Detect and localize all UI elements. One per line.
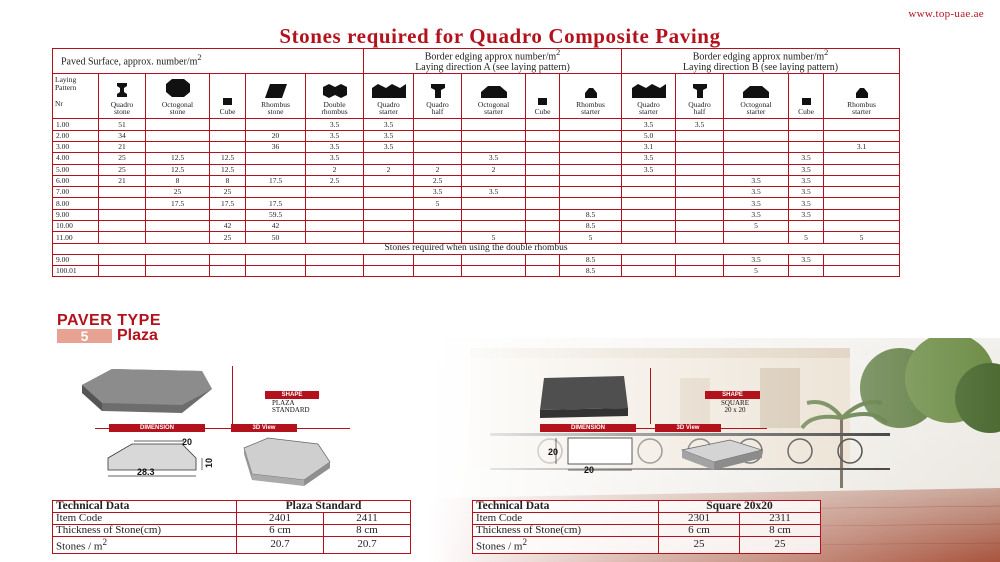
table-cell bbox=[364, 175, 414, 186]
square-shape-name: SQUARE 20 x 20 bbox=[720, 399, 749, 414]
pattern-number: 3.00 bbox=[53, 141, 99, 152]
pattern-number: 11.00 bbox=[53, 232, 99, 243]
table-cell bbox=[676, 175, 724, 186]
double-rhombus-icon bbox=[308, 84, 361, 98]
table-cell bbox=[824, 187, 900, 198]
plaza-dimension-label: DIMENSION bbox=[109, 424, 205, 432]
column-header: Cube bbox=[789, 74, 824, 119]
octagonal-starter-icon bbox=[464, 86, 523, 98]
page-title: Stones required for Quadro Composite Paving bbox=[279, 24, 721, 48]
table-cell: 5 bbox=[560, 232, 622, 243]
table-cell bbox=[622, 209, 676, 220]
column-header: Quadro starter bbox=[622, 74, 676, 119]
table-cell bbox=[789, 119, 824, 130]
table-cell bbox=[246, 254, 306, 265]
table-cell bbox=[724, 164, 789, 175]
table-cell: 3.5 bbox=[789, 198, 824, 209]
quadro-stone-icon bbox=[101, 82, 143, 98]
table-cell: 21 bbox=[99, 141, 146, 152]
table-cell bbox=[560, 175, 622, 186]
table-cell bbox=[824, 209, 900, 220]
table-cell bbox=[622, 221, 676, 232]
rhombus-stone-icon bbox=[248, 84, 303, 98]
table-cell bbox=[824, 119, 900, 130]
table-cell bbox=[824, 266, 900, 277]
column-header: Double rhombus bbox=[306, 74, 364, 119]
column-header: Quadro stone bbox=[99, 74, 146, 119]
table-cell bbox=[824, 175, 900, 186]
table-cell bbox=[724, 141, 789, 152]
pattern-number: 9.00 bbox=[53, 254, 99, 265]
table-cell bbox=[526, 254, 560, 265]
octagonal-stone-icon bbox=[148, 78, 207, 98]
table-cell bbox=[414, 221, 462, 232]
table-cell bbox=[622, 175, 676, 186]
table-cell bbox=[526, 198, 560, 209]
border-a-header: Border edging approx number/$m^2$ Laying direction A (see laying pattern) bbox=[364, 49, 622, 74]
square-shape-label: SHAPE bbox=[705, 391, 760, 399]
table-cell bbox=[99, 187, 146, 198]
table-row bbox=[53, 119, 900, 130]
column-header: Rhombus starter bbox=[560, 74, 622, 119]
table-cell bbox=[622, 187, 676, 198]
paver-type-heading: PAVER TYPE bbox=[57, 312, 161, 329]
table-cell bbox=[676, 130, 724, 141]
table-cell bbox=[526, 266, 560, 277]
table-cell bbox=[622, 232, 676, 243]
table-cell bbox=[789, 130, 824, 141]
table-cell bbox=[526, 164, 560, 175]
table-cell bbox=[364, 209, 414, 220]
square-dim-side: 20 bbox=[548, 447, 559, 457]
table-cell bbox=[526, 187, 560, 198]
table-cell bbox=[676, 187, 724, 198]
table-row bbox=[53, 175, 900, 186]
table-cell bbox=[99, 209, 146, 220]
table-cell: 3.5 bbox=[622, 119, 676, 130]
table-cell: 5 bbox=[462, 232, 526, 243]
tech-header: Technical Data bbox=[473, 501, 659, 513]
table-cell bbox=[724, 119, 789, 130]
plaza-dim-bottom: 28.3 bbox=[137, 467, 155, 477]
table-cell bbox=[99, 198, 146, 209]
table-cell bbox=[824, 130, 900, 141]
column-header: Rhombus starter bbox=[824, 74, 900, 119]
table-cell bbox=[560, 119, 622, 130]
table-cell bbox=[414, 209, 462, 220]
table-cell bbox=[462, 130, 526, 141]
table-cell: 3.1 bbox=[824, 141, 900, 152]
table-cell bbox=[146, 209, 210, 220]
table-cell bbox=[824, 164, 900, 175]
cube-icon bbox=[528, 98, 557, 105]
table-cell bbox=[622, 266, 676, 277]
table-row: Item Code 2401 2411 bbox=[53, 513, 411, 525]
table-cell: 17.5 bbox=[146, 198, 210, 209]
table-row: Item Code 2301 2311 bbox=[473, 513, 821, 525]
table-cell: 3.5 bbox=[462, 153, 526, 164]
table-cell: 5 bbox=[789, 232, 824, 243]
table-cell bbox=[146, 119, 210, 130]
table-cell: 3.5 bbox=[724, 209, 789, 220]
quadro-half-icon bbox=[678, 84, 721, 98]
table-cell: 3.5 bbox=[306, 141, 364, 152]
table-row bbox=[53, 221, 900, 232]
table-cell bbox=[364, 232, 414, 243]
table-cell: 51 bbox=[99, 119, 146, 130]
table-cell bbox=[306, 209, 364, 220]
table-row bbox=[53, 164, 900, 175]
table-cell bbox=[210, 266, 246, 277]
tech-product: Plaza Standard bbox=[237, 501, 411, 513]
laying-pattern-header: Laying Pattern Nr bbox=[53, 74, 99, 119]
table-cell: 2 bbox=[306, 164, 364, 175]
table-cell: 25 bbox=[99, 153, 146, 164]
table-cell bbox=[622, 254, 676, 265]
table-cell bbox=[246, 164, 306, 175]
tech-header: Technical Data bbox=[53, 501, 237, 513]
table-cell: 5 bbox=[724, 221, 789, 232]
plaza-3d-view-drawing bbox=[238, 434, 338, 489]
table-cell bbox=[462, 119, 526, 130]
table-cell bbox=[210, 141, 246, 152]
table-cell: 5.0 bbox=[622, 130, 676, 141]
table-cell: 5 bbox=[724, 266, 789, 277]
table-cell bbox=[306, 198, 364, 209]
cube-icon bbox=[791, 98, 821, 105]
table-cell: 8.5 bbox=[560, 221, 622, 232]
table-row bbox=[53, 141, 900, 152]
square-3d-view-label: 3D View bbox=[655, 424, 721, 432]
column-header: Quadro starter bbox=[364, 74, 414, 119]
table-cell bbox=[246, 119, 306, 130]
table-cell: 3.5 bbox=[789, 175, 824, 186]
table-cell: 3.1 bbox=[622, 141, 676, 152]
table-cell: 3.5 bbox=[789, 209, 824, 220]
column-header: Octogonal stone bbox=[146, 74, 210, 119]
table-cell: 25 bbox=[210, 232, 246, 243]
table-cell bbox=[306, 266, 364, 277]
table-cell bbox=[146, 254, 210, 265]
table-cell bbox=[676, 254, 724, 265]
rhombus-starter-icon bbox=[562, 88, 619, 98]
table-cell bbox=[526, 175, 560, 186]
table-cell bbox=[560, 198, 622, 209]
pattern-number: 1.00 bbox=[53, 119, 99, 130]
table-cell bbox=[414, 130, 462, 141]
table-cell bbox=[824, 254, 900, 265]
table-cell: 3.5 bbox=[789, 153, 824, 164]
square-dim-bottom: 20 bbox=[584, 465, 595, 475]
table-cell: 8.5 bbox=[560, 209, 622, 220]
column-header: Cube bbox=[526, 74, 560, 119]
table-cell: 50 bbox=[246, 232, 306, 243]
table-cell: 2.5 bbox=[414, 175, 462, 186]
table-cell: 59.5 bbox=[246, 209, 306, 220]
quadro-starter-icon bbox=[366, 84, 411, 98]
table-cell bbox=[414, 119, 462, 130]
table-cell: 3.5 bbox=[622, 153, 676, 164]
table-cell bbox=[724, 153, 789, 164]
table-cell: 3.5 bbox=[364, 141, 414, 152]
table-cell: 3.5 bbox=[306, 130, 364, 141]
table-cell bbox=[210, 119, 246, 130]
table-cell bbox=[462, 254, 526, 265]
table-cell bbox=[676, 164, 724, 175]
table-row bbox=[53, 209, 900, 220]
site-url: www.top-uae.ae bbox=[908, 8, 984, 20]
table-cell bbox=[560, 164, 622, 175]
table-cell: 12.5 bbox=[210, 153, 246, 164]
table-cell bbox=[99, 254, 146, 265]
table-cell: 3.5 bbox=[724, 198, 789, 209]
table-cell: 21 bbox=[99, 175, 146, 186]
table-cell bbox=[99, 232, 146, 243]
table-cell bbox=[462, 198, 526, 209]
table-cell bbox=[526, 119, 560, 130]
table-cell bbox=[526, 221, 560, 232]
table-cell: 2 bbox=[462, 164, 526, 175]
table-cell bbox=[306, 254, 364, 265]
table-cell bbox=[462, 175, 526, 186]
tech-data-plaza bbox=[52, 500, 411, 554]
column-header: Quadro half bbox=[414, 74, 462, 119]
table-cell bbox=[99, 221, 146, 232]
pattern-number: 4.00 bbox=[53, 153, 99, 164]
table-cell: 2.5 bbox=[306, 175, 364, 186]
tech-data-square bbox=[472, 500, 821, 554]
table-cell bbox=[526, 153, 560, 164]
table-cell bbox=[146, 221, 210, 232]
paved-surface-header: Paved Surface, approx. number/$m^2$ bbox=[53, 49, 364, 74]
table-cell bbox=[789, 141, 824, 152]
table-cell bbox=[462, 209, 526, 220]
table-cell bbox=[824, 153, 900, 164]
table-cell bbox=[414, 266, 462, 277]
cube-icon bbox=[212, 98, 243, 105]
table-cell: 3.5 bbox=[724, 254, 789, 265]
column-header: Rhombus stone bbox=[246, 74, 306, 119]
table-cell: 5 bbox=[414, 198, 462, 209]
table-cell bbox=[724, 232, 789, 243]
plaza-dimension-drawing bbox=[104, 436, 214, 486]
table-cell: 8 bbox=[146, 175, 210, 186]
table-row bbox=[53, 187, 900, 198]
table-cell: 34 bbox=[99, 130, 146, 141]
paver-number-badge: 5 bbox=[57, 329, 112, 343]
table-cell: 42 bbox=[210, 221, 246, 232]
plaza-stone-photo bbox=[72, 365, 222, 420]
column-header: Octogonal starter bbox=[724, 74, 789, 119]
table-cell bbox=[414, 232, 462, 243]
table-row: Thickness of Stone(cm) 6 cm 8 cm bbox=[473, 525, 821, 537]
table-cell bbox=[246, 187, 306, 198]
pattern-number: 10.00 bbox=[53, 221, 99, 232]
table-cell bbox=[724, 130, 789, 141]
table-cell bbox=[676, 266, 724, 277]
table-cell bbox=[306, 187, 364, 198]
table-cell: 8.5 bbox=[560, 266, 622, 277]
table-cell: 3.5 bbox=[622, 164, 676, 175]
table-cell bbox=[824, 198, 900, 209]
column-header: Quadro half bbox=[676, 74, 724, 119]
table-cell: 12.5 bbox=[146, 153, 210, 164]
table-cell bbox=[246, 153, 306, 164]
table-cell: 2 bbox=[364, 164, 414, 175]
table-row bbox=[53, 266, 900, 277]
table-row: Stones / $m^2$ 25 25 bbox=[473, 537, 821, 554]
table-cell bbox=[146, 130, 210, 141]
table-cell: 3.5 bbox=[414, 187, 462, 198]
plaza-shape-name: PLAZA STANDARD bbox=[272, 399, 310, 414]
table-cell bbox=[789, 266, 824, 277]
table-cell bbox=[414, 141, 462, 152]
table-cell bbox=[146, 232, 210, 243]
table-cell bbox=[676, 209, 724, 220]
pattern-number: 9.00 bbox=[53, 209, 99, 220]
table-cell bbox=[462, 266, 526, 277]
column-header: Octogonal starter bbox=[462, 74, 526, 119]
table-cell bbox=[526, 141, 560, 152]
octagonal-starter-icon bbox=[726, 86, 786, 98]
table-cell bbox=[306, 221, 364, 232]
double-rhombus-note: Stones required when using the double rhombus bbox=[53, 243, 900, 254]
table-cell: 17.5 bbox=[246, 198, 306, 209]
pattern-number: 2.00 bbox=[53, 130, 99, 141]
plaza-shape-label: SHAPE bbox=[265, 391, 319, 399]
table-cell: 3.5 bbox=[306, 153, 364, 164]
table-row bbox=[53, 153, 900, 164]
table-cell bbox=[560, 130, 622, 141]
table-row bbox=[53, 254, 900, 265]
table-cell bbox=[364, 153, 414, 164]
pattern-number: 6.00 bbox=[53, 175, 99, 186]
table-cell bbox=[364, 198, 414, 209]
pattern-number: 7.00 bbox=[53, 187, 99, 198]
table-cell bbox=[462, 221, 526, 232]
square-dimension-drawing bbox=[548, 436, 648, 481]
table-cell: 3.5 bbox=[724, 175, 789, 186]
table-cell bbox=[526, 130, 560, 141]
quadro-half-icon bbox=[416, 84, 459, 98]
double-rhombus-note-row bbox=[53, 243, 900, 254]
stones-table bbox=[52, 48, 900, 277]
table-cell: 2 bbox=[414, 164, 462, 175]
table-cell bbox=[789, 221, 824, 232]
table-cell: 3.5 bbox=[306, 119, 364, 130]
table-cell: 3.5 bbox=[724, 187, 789, 198]
table-cell bbox=[560, 141, 622, 152]
plaza-divider-line bbox=[232, 366, 233, 424]
table-cell bbox=[246, 266, 306, 277]
plaza-3d-view-label: 3D View bbox=[231, 424, 297, 432]
table-cell: 8 bbox=[210, 175, 246, 186]
table-cell bbox=[676, 198, 724, 209]
table-cell: 5 bbox=[824, 232, 900, 243]
table-cell bbox=[146, 266, 210, 277]
rhombus-starter-icon bbox=[826, 88, 897, 98]
table-cell bbox=[414, 153, 462, 164]
table-row bbox=[53, 130, 900, 141]
table-cell: 3.5 bbox=[789, 164, 824, 175]
table-cell: 3.5 bbox=[364, 119, 414, 130]
table-cell bbox=[364, 266, 414, 277]
table-cell bbox=[676, 232, 724, 243]
table-cell bbox=[146, 141, 210, 152]
plaza-dim-side: 10 bbox=[204, 457, 215, 469]
table-cell: 42 bbox=[246, 221, 306, 232]
column-header: Cube bbox=[210, 74, 246, 119]
table-cell bbox=[210, 130, 246, 141]
table-cell bbox=[676, 141, 724, 152]
table-cell bbox=[622, 198, 676, 209]
table-cell bbox=[824, 221, 900, 232]
table-cell bbox=[364, 187, 414, 198]
table-cell: 3.5 bbox=[789, 187, 824, 198]
table-cell: 12.5 bbox=[146, 164, 210, 175]
table-row bbox=[53, 198, 900, 209]
table-cell bbox=[210, 209, 246, 220]
paver-name: Plaza bbox=[117, 327, 158, 344]
table-cell bbox=[364, 254, 414, 265]
table-cell bbox=[526, 232, 560, 243]
tech-product: Square 20x20 bbox=[659, 501, 821, 513]
pattern-number: 8.00 bbox=[53, 198, 99, 209]
table-cell bbox=[462, 141, 526, 152]
table-row: Thickness of Stone(cm) 6 cm 8 cm bbox=[53, 525, 411, 537]
square-3d-view-drawing bbox=[668, 436, 768, 481]
table-cell bbox=[364, 221, 414, 232]
table-cell: 3.5 bbox=[462, 187, 526, 198]
table-cell: 20 bbox=[246, 130, 306, 141]
table-cell bbox=[306, 232, 364, 243]
square-dimension-label: DIMENSION bbox=[540, 424, 636, 432]
table-cell bbox=[560, 187, 622, 198]
table-cell bbox=[526, 209, 560, 220]
table-cell: 3.5 bbox=[364, 130, 414, 141]
table-cell bbox=[676, 221, 724, 232]
table-cell: 3.5 bbox=[789, 254, 824, 265]
table-cell: 3.5 bbox=[676, 119, 724, 130]
table-row bbox=[53, 232, 900, 243]
table-cell: 25 bbox=[99, 164, 146, 175]
table-cell bbox=[676, 153, 724, 164]
square-stone-photo bbox=[534, 372, 634, 422]
border-b-header: Border edging approx number/$m^2$ Laying direction B (see laying pattern) bbox=[622, 49, 900, 74]
table-cell: 8.5 bbox=[560, 254, 622, 265]
table-cell: 36 bbox=[246, 141, 306, 152]
table-cell bbox=[414, 254, 462, 265]
table-cell: 25 bbox=[146, 187, 210, 198]
table-cell: 17.5 bbox=[210, 198, 246, 209]
table-row: Stones / $m^2$ 20.7 20.7 bbox=[53, 537, 411, 554]
pattern-number: 5.00 bbox=[53, 164, 99, 175]
table-cell: 12.5 bbox=[210, 164, 246, 175]
plaza-dim-top: 20 bbox=[182, 437, 193, 447]
table-cell: 25 bbox=[210, 187, 246, 198]
table-cell bbox=[99, 266, 146, 277]
table-cell bbox=[560, 153, 622, 164]
quadro-starter-icon bbox=[624, 84, 673, 98]
table-cell bbox=[210, 254, 246, 265]
pattern-number: 100.01 bbox=[53, 266, 99, 277]
table-cell: 17.5 bbox=[246, 175, 306, 186]
square-divider-line bbox=[650, 368, 651, 424]
